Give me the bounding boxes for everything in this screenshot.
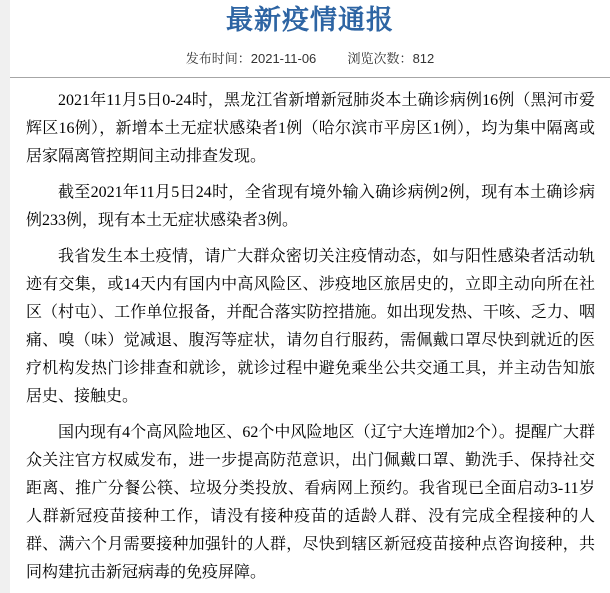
article-header xyxy=(10,0,610,78)
article-container xyxy=(10,0,610,593)
views-label: 浏览次数： xyxy=(347,51,413,66)
article-paragraph: 截至2021年11月5日24时，全省现有境外输入确诊病例2例，现有本土确诊病例233例，现有本土无症状感染者3例。 xyxy=(26,184,595,229)
views-value: 812 xyxy=(412,51,435,66)
publish-time-label: 发布时间： xyxy=(185,51,251,66)
article-paragraph: 国内现有4个高风险地区、62个中风险地区（辽宁大连增加2个）。提醒广大群众关注官方权威发布，进一步提高防范意识，出门佩戴口罩、勤洗手、保持社交距离、推广分餐公筷、垃圾分类投放、看病网上预约。我省现已全面启动3-11岁人群新冠疫苗接种工作，请没有接种疫苗的适龄人群、没有完成全程接种的人群、满六个月需要接种加强针的人群，尽快到辖区新冠疫苗接种点咨询接种，共同构建抗击新冠病毒的免疫屏障。 xyxy=(26,424,595,581)
article-meta xyxy=(10,50,610,67)
article-paragraph: 2021年11月5日0-24时，黑龙江省新增新冠肺炎本土确诊病例16例（黑河市爱辉区16例），新增本土无症状感染者1例（哈尔滨市平房区1例），均为集中隔离或居家隔离管控期间主动排查发现。 xyxy=(26,92,595,165)
article-paragraph: 我省发生本土疫情，请广大群众密切关注疫情动态，如与阳性感染者活动轨迹有交集，或14天内有国内中高风险区、涉疫地区旅居史的，立即主动向所在社区（村屯）、工作单位报备，并配合落实防控措施。如出现发热、干咳、乏力、咽痛、嗅（味）觉减退、腹泻等症状，请勿自行服药，需佩戴口罩尽快到就近的医疗机构发热门诊排查和就诊，就诊过程中避免乘坐公共交通工具，并主动告知旅居史、接触史。 xyxy=(26,248,595,405)
page-title: 最新疫情通报 xyxy=(226,5,394,35)
article-body xyxy=(10,78,610,593)
publish-time-value: 2021-11-06 xyxy=(250,51,317,66)
